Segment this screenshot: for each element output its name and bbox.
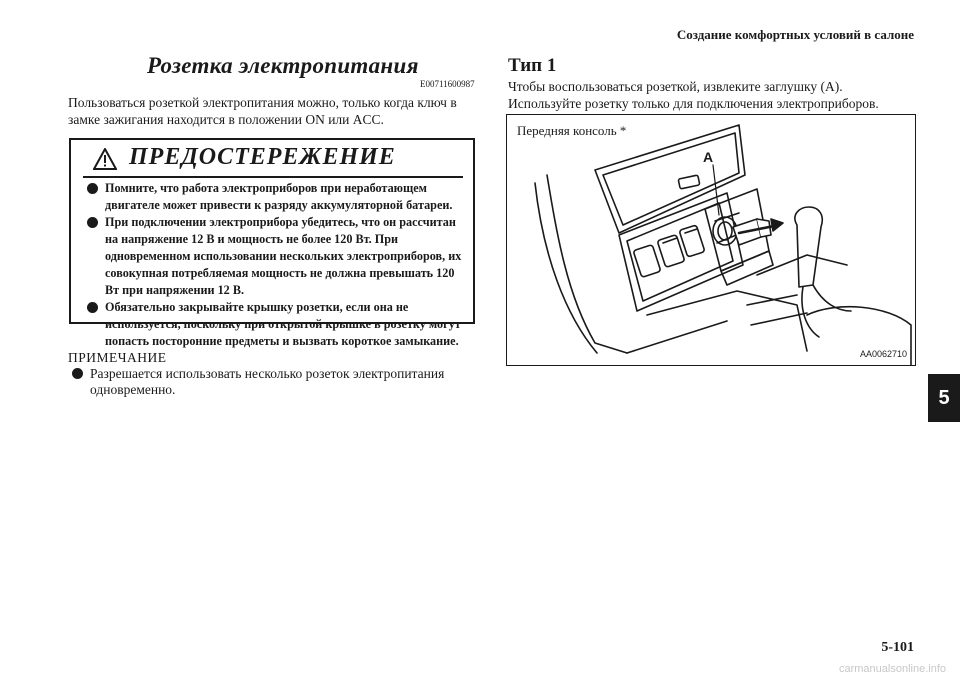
type-title: Тип 1 — [508, 55, 557, 76]
warning-header — [83, 144, 463, 174]
running-header: Создание комфортных условий в салоне — [676, 27, 914, 42]
warning-box — [69, 138, 475, 348]
watermark: carmanualsonline.info — [838, 663, 946, 675]
figure-label: Передняя консоль * — [517, 123, 627, 138]
warning-list — [87, 180, 469, 350]
bullet-icon — [87, 302, 98, 313]
warning-item: Помните, что работа электроприборов при неработающем двигателе может привести к разряду аккумуляторной батареи. — [87, 180, 469, 214]
figure-code: AA0062710 — [859, 349, 907, 359]
note-title: ПРИМЕЧАНИЕ — [68, 350, 167, 365]
console-figure — [506, 114, 916, 366]
warning-triangle-icon — [93, 148, 117, 170]
section-title: Розетка электропитания — [147, 53, 419, 78]
chapter-tab: 5 — [928, 374, 960, 422]
note-item: Разрешается использовать несколько розеток электропитания одновременно. — [72, 366, 500, 398]
bullet-icon — [72, 368, 83, 379]
section-code: E00711600987 — [420, 79, 475, 89]
warning-label: ПРЕДОСТЕРЕЖЕНИЕ — [129, 144, 396, 170]
section-intro: Пользоваться розеткой электропитания можно, только когда ключ в замке зажигания находится в положении ON или ACC. — [68, 95, 457, 127]
warning-item: При подключении электроприбора убедитесь, что он рассчитан на напряжение 12 В и мощность не более 120 Вт. При одновременном использовании нескольких электроприборов, их совокупная потребляемая мощность не должна превышать 120 Вт при напряжении 12 В. — [87, 214, 469, 299]
callout-a: A — [703, 149, 714, 165]
page-number: 5-101 — [881, 640, 914, 655]
bullet-icon — [87, 183, 98, 194]
warning-item: Обязательно закрывайте крышку розетки, если она не используется, поскольку при открытой крышке в розетку могут попасть посторонние предметы и вызвать короткое замыкание. — [87, 299, 469, 350]
type-text: Чтобы воспользоваться розеткой, извлеките заглушку (A). Используйте розетку только для подключения электроприборов. — [508, 79, 879, 111]
warning-header-rule — [83, 176, 463, 178]
bullet-icon — [87, 217, 98, 228]
